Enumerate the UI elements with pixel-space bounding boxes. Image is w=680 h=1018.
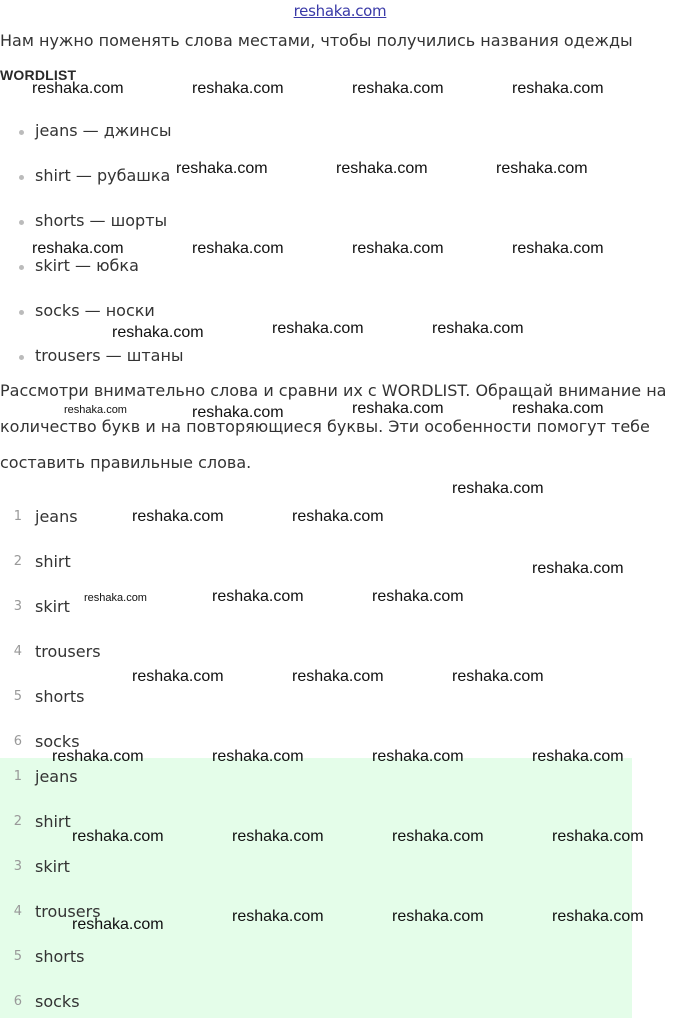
item-number: 4 (13, 644, 22, 659)
list-item: jeans (35, 507, 78, 526)
watermark: reshaka.com (372, 588, 464, 605)
watermark: reshaka.com (292, 508, 384, 525)
item-number: 5 (13, 949, 22, 964)
watermark: reshaka.com (192, 240, 284, 257)
watermark: reshaka.com (132, 508, 224, 525)
list-item: shorts (35, 687, 85, 706)
bullet-icon (19, 220, 24, 225)
wordlist-item: skirt — юбка (35, 256, 139, 275)
item-number: 6 (13, 994, 22, 1009)
wordlist-item: shorts — шорты (35, 211, 167, 230)
item-number: 2 (13, 814, 22, 829)
watermark: reshaka.com (352, 80, 444, 97)
item-number: 1 (13, 509, 22, 524)
answer-item: shirt (35, 812, 71, 831)
watermark: reshaka.com (392, 828, 484, 845)
instruction-line: составить правильные слова. (0, 453, 252, 472)
item-number: 3 (13, 599, 22, 614)
watermark: reshaka.com (496, 160, 588, 177)
site-link[interactable]: reshaka.com (293, 2, 387, 20)
watermark: reshaka.com (132, 668, 224, 685)
watermark: reshaka.com (212, 588, 304, 605)
watermark: reshaka.com (84, 592, 147, 604)
item-number: 4 (13, 904, 22, 919)
watermark: reshaka.com (292, 668, 384, 685)
watermark: reshaka.com (512, 240, 604, 257)
wordlist-item: jeans — джинсы (35, 121, 172, 140)
watermark: reshaka.com (336, 160, 428, 177)
watermark: reshaka.com (192, 80, 284, 97)
watermark: reshaka.com (532, 748, 624, 765)
watermark: reshaka.com (392, 908, 484, 925)
bullet-icon (19, 310, 24, 315)
list-item: shirt (35, 552, 71, 571)
watermark: reshaka.com (272, 320, 364, 337)
watermark: reshaka.com (372, 748, 464, 765)
answer-item: shorts (35, 947, 85, 966)
wordlist-item: shirt — рубашка (35, 166, 170, 185)
item-number: 3 (13, 859, 22, 874)
answer-box (0, 758, 632, 1018)
bullet-icon (19, 355, 24, 360)
list-item: skirt (35, 597, 70, 616)
task-intro: Нам нужно поменять слова местами, чтобы получились названия одежды (0, 31, 633, 50)
answer-item: jeans (35, 767, 78, 786)
watermark: reshaka.com (64, 404, 127, 416)
answer-item: skirt (35, 857, 70, 876)
watermark: reshaka.com (352, 400, 444, 417)
item-number: 2 (13, 554, 22, 569)
watermark: reshaka.com (352, 240, 444, 257)
watermark: reshaka.com (52, 748, 144, 765)
watermark: reshaka.com (176, 160, 268, 177)
watermark: reshaka.com (112, 324, 204, 341)
watermark: reshaka.com (532, 560, 624, 577)
answer-item: trousers (35, 902, 101, 921)
instruction-line: количество букв и на повторяющиеся буквы. Эти особенности помогут тебе (0, 417, 650, 436)
watermark: reshaka.com (72, 916, 164, 933)
answer-item: socks (35, 992, 80, 1011)
watermark: reshaka.com (212, 748, 304, 765)
watermark: reshaka.com (452, 668, 544, 685)
wordlist-item: trousers — штаны (35, 346, 184, 365)
watermark: reshaka.com (552, 828, 644, 845)
wordlist-item: socks — носки (35, 301, 155, 320)
list-item: trousers (35, 642, 101, 661)
bullet-icon (19, 265, 24, 270)
bullet-icon (19, 130, 24, 135)
instruction-line: Рассмотри внимательно слова и сравни их с WORDLIST. Обращай внимание на (0, 381, 667, 400)
watermark: reshaka.com (32, 240, 124, 257)
watermark: reshaka.com (32, 80, 124, 97)
watermark: reshaka.com (552, 908, 644, 925)
item-number: 6 (13, 734, 22, 749)
list-item: socks (35, 732, 80, 751)
watermark: reshaka.com (512, 400, 604, 417)
wordlist-title: WORDLIST (0, 67, 77, 83)
watermark: reshaka.com (432, 320, 524, 337)
watermark: reshaka.com (452, 480, 544, 497)
watermark: reshaka.com (192, 404, 284, 421)
item-number: 1 (13, 769, 22, 784)
watermark: reshaka.com (232, 908, 324, 925)
watermark: reshaka.com (72, 828, 164, 845)
watermark: reshaka.com (232, 828, 324, 845)
bullet-icon (19, 175, 24, 180)
watermark: reshaka.com (512, 80, 604, 97)
item-number: 5 (13, 689, 22, 704)
